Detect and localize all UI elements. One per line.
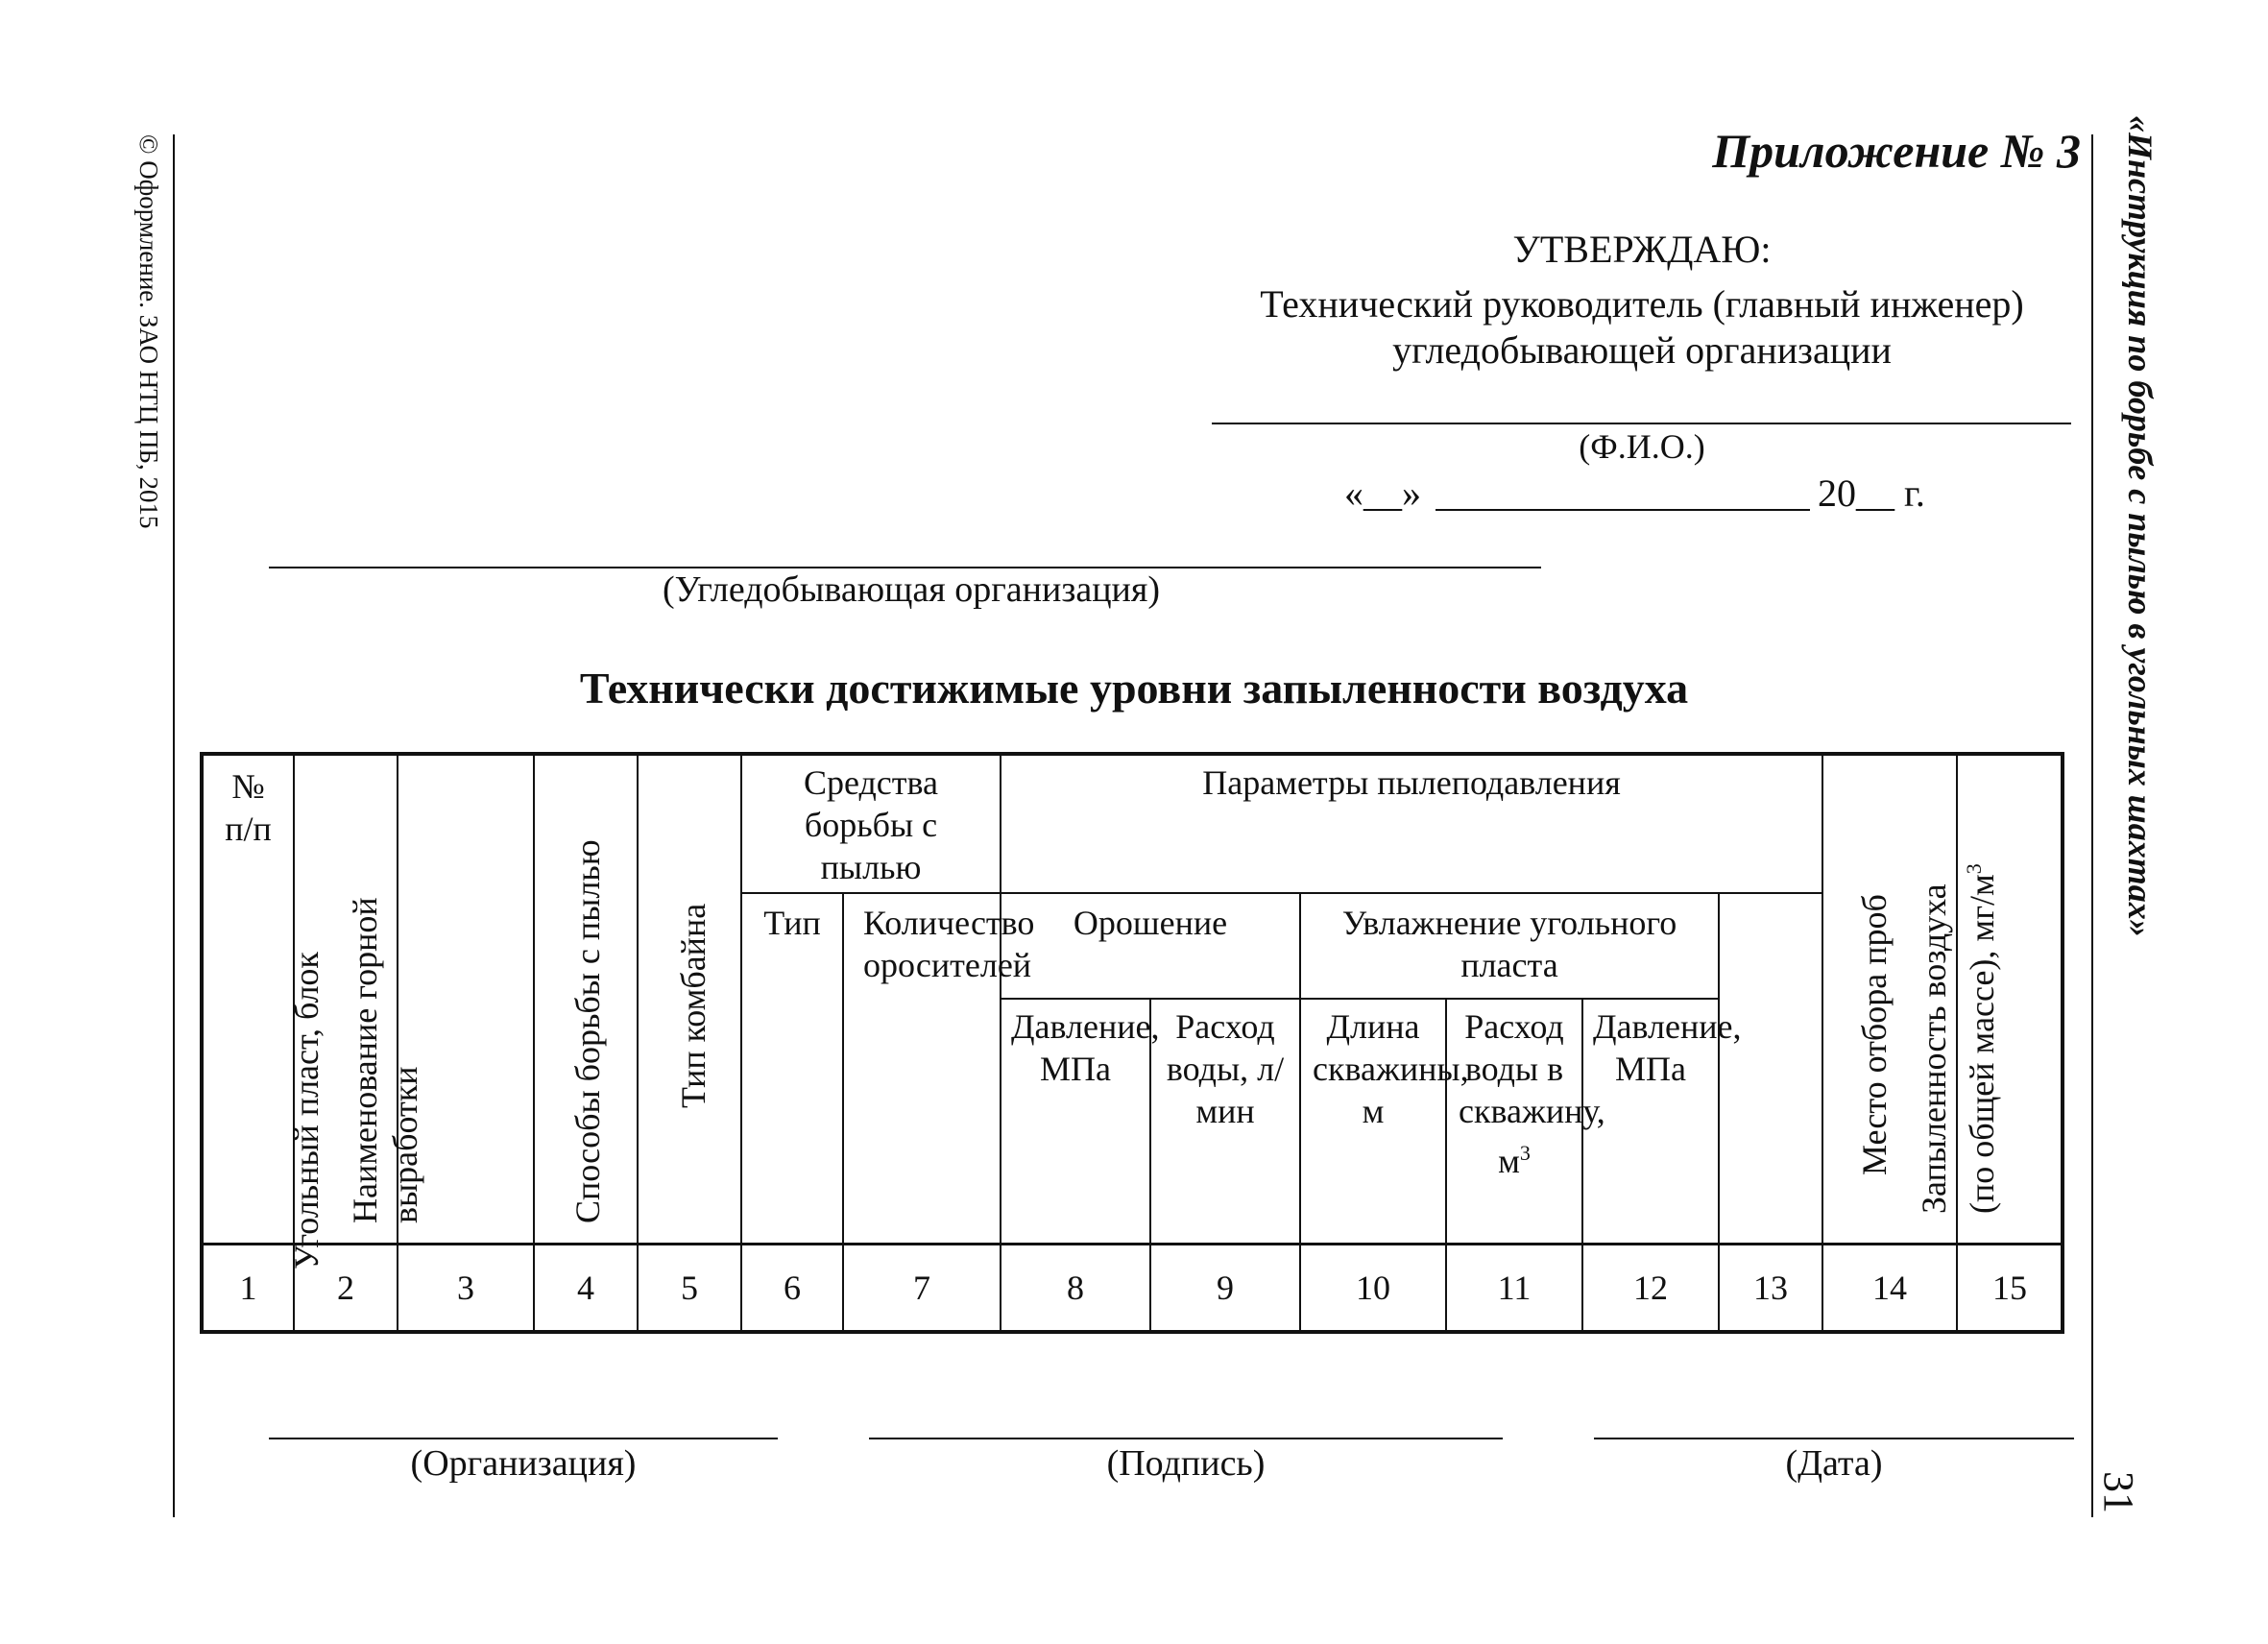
column-number: 1 <box>202 1244 294 1332</box>
appendix-label: Приложение № 3 <box>1712 124 2081 178</box>
column-numbers-row <box>202 1244 2063 1332</box>
approve-line-2: угледобывающей организации <box>1392 328 1892 372</box>
header-cell-pressure-moist: Давление, МПа <box>1582 999 1719 1244</box>
organization-label: (Организация) <box>410 1443 637 1484</box>
header-cell-waterflow-irr: Расход воды, л/мин <box>1150 999 1300 1244</box>
header-group-irrigation: Орошение <box>1001 893 1300 999</box>
right-margin-rule <box>2091 134 2093 1517</box>
header-cell-working: Наименование горной выработки <box>398 754 534 1244</box>
header-cell-waterflow-borehole: Расход воды в скважину, $м^3$ <box>1446 999 1582 1244</box>
organization-signature-line <box>269 1438 778 1439</box>
date-day: «__» <box>1344 471 1421 515</box>
series-title <box>2120 115 2160 937</box>
column-number: 9 <box>1150 1244 1300 1332</box>
signature-line <box>869 1438 1503 1439</box>
column-number: 5 <box>638 1244 741 1332</box>
header-cell-number: № п/п <box>202 754 294 1244</box>
column-number: 14 <box>1822 1244 1957 1332</box>
header-cell-methods: Способы борьбы с пылью <box>534 754 638 1244</box>
column-number: 4 <box>534 1244 638 1332</box>
header-cell-seam: Угольный пласт, блок <box>294 754 398 1244</box>
column-number: 13 <box>1719 1244 1822 1332</box>
left-margin-rule <box>173 134 175 1517</box>
column-number: 2 <box>294 1244 398 1332</box>
dust-levels-table <box>200 752 2064 1334</box>
column-number: 8 <box>1001 1244 1150 1332</box>
column-number: 10 <box>1300 1244 1446 1332</box>
column-number: 12 <box>1582 1244 1719 1332</box>
column-number: 7 <box>843 1244 1001 1332</box>
header-group-params: Параметры пылеподавления <box>1001 754 1822 893</box>
signature-label: (Подпись) <box>1106 1443 1266 1484</box>
document-title: Технически достижимые уровни запыленности воздуха <box>579 664 1689 713</box>
header-cell-dustiness: Запыленность воздуха (по общей массе), $мг/м^3$ <box>1957 754 2063 1244</box>
header-group-moistening: Увлажнение угольного пласта <box>1300 893 1719 999</box>
org-label: (Угледобывающая организация) <box>663 569 1161 610</box>
header-group-means: Средства борьбы с пылью <box>741 754 1001 893</box>
copyright-text: © Оформление. ЗАО НТЦ ПБ, 2015 <box>134 134 163 529</box>
header-cell-sprinklers: Количество оросителей <box>843 893 1001 1244</box>
header-cell-combine: Тип комбайна <box>638 754 741 1244</box>
approve-title: УТВЕРЖДАЮ: <box>1512 228 1772 271</box>
header-cell-borehole-length: Длина скважины, м <box>1300 999 1446 1244</box>
copyright-note <box>133 134 163 528</box>
date-year: 20__ г. <box>1818 471 1925 515</box>
fio-label: (Ф.И.О.) <box>1579 427 1705 466</box>
header-cell-sampling: Место отбора проб <box>1822 754 1957 1244</box>
date-signature-line <box>1594 1438 2074 1439</box>
page-number: 31 <box>2095 1471 2142 1513</box>
column-number: 3 <box>398 1244 534 1332</box>
header-cell-pressure-irr: Давление, МПа <box>1001 999 1150 1244</box>
column-number: 11 <box>1446 1244 1582 1332</box>
date-label: (Дата) <box>1785 1443 1883 1484</box>
series-text: «Инструкция по борьбе с пылью в угольных шахтах» <box>2121 115 2159 937</box>
column-number: 6 <box>741 1244 843 1332</box>
approve-line-1: Технический руководитель (главный инженер) <box>1260 282 2024 326</box>
date-month-line <box>1436 509 1810 511</box>
column-number: 15 <box>1957 1244 2063 1332</box>
header-cell-type: Тип <box>741 893 843 1244</box>
